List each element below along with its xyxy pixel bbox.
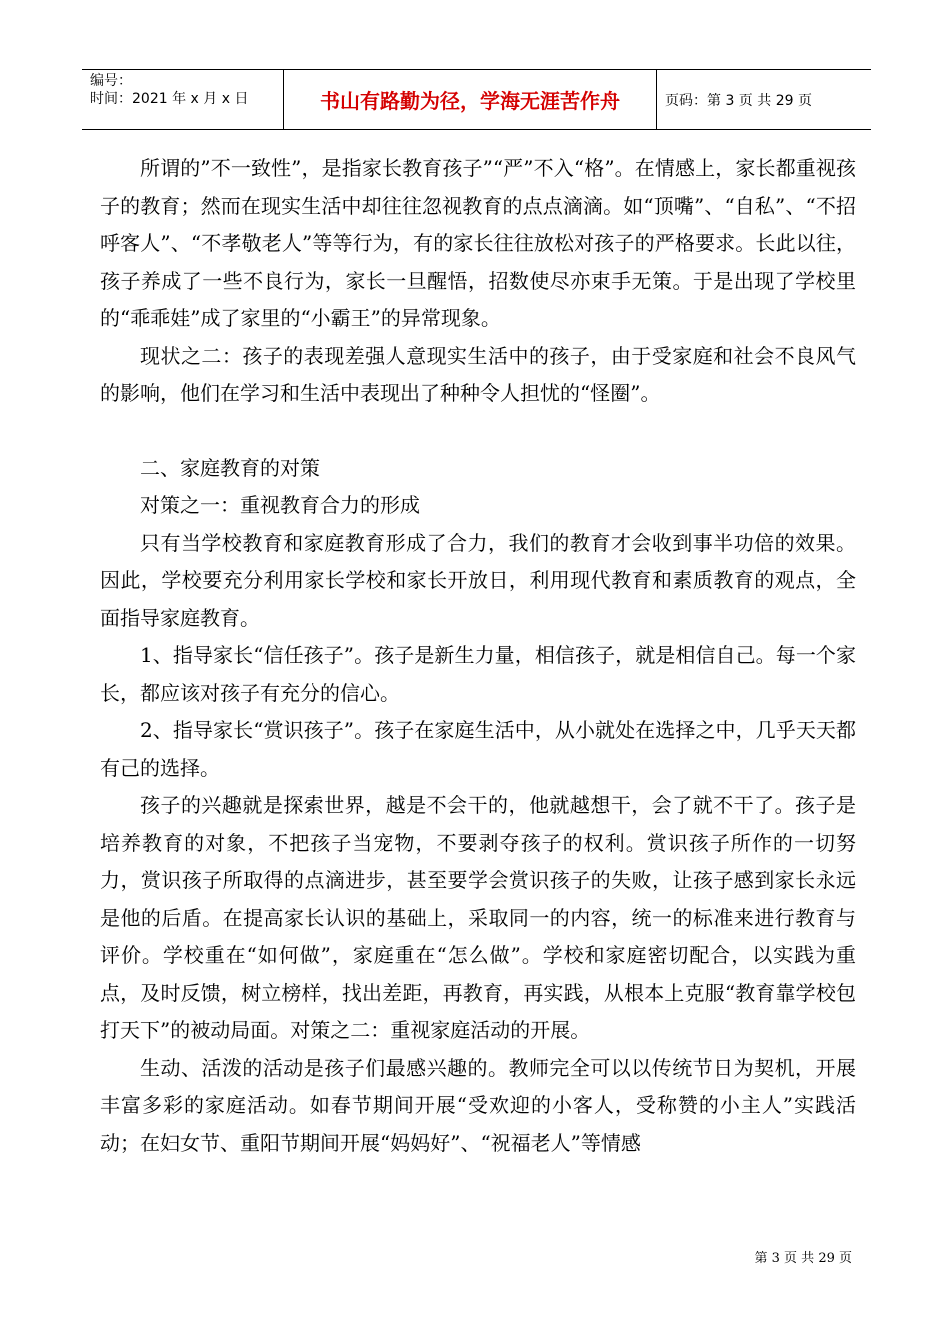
paragraph: 只有当学校教育和家庭教育形成了合力，我们的教育才会收到事半功倍的效果。因此，学校要充分利用家长学校和家长开放日，利用现代教育和素质教育的观点，全面指导家庭教育。 — [100, 530, 856, 630]
subsection-heading: 对策之一：重视教育合力的形成 — [140, 493, 420, 517]
paragraph: 2、指导家长“赏识孩子”。孩子在家庭生活中，从小就处在选择之中，几乎天天都有己的选择。 — [100, 718, 856, 780]
header-meta — [82, 70, 284, 129]
section-heading: 二、家庭教育的对策 — [140, 455, 320, 480]
document-body — [100, 150, 856, 1162]
header-page-number: 页码：第 3 页 共 29 页 — [665, 92, 812, 109]
paragraph: 所谓的”不一致性”，是指家长教育孩子”“严”不入“格”。在情感上，家长都重视孩子的教育；然而在现实生活中却往往忽视教育的点点滴滴。如“顶嘴”、“自私”、“不招呼客人”、“不孝敬老人”等等行为，有的家长往往放松对孩子的严格要求。长此以往，孩子养成了一些不良行为，家长一旦醒悟，招数使尽亦束手无策。于是出现了学校里的“乖乖娃”成了家里的“小霸王”的异常现象。 — [100, 156, 856, 330]
paragraph: 生动、活泼的活动是孩子们最感兴趣的。教师完全可以以传统节日为契机，开展丰富多彩的家庭活动。如春节期间开展“受欢迎的小客人，受称赞的小主人”实践活动；在妇女节、重阳节期间开展“妈妈好”、“祝福老人”等情感 — [100, 1055, 856, 1155]
date-label: 时间：2021 年 x 月 x 日 — [90, 91, 249, 107]
paragraph: 现状之二：孩子的表现差强人意现实生活中的孩子，由于受家庭和社会不良风气的影响，他们在学习和生活中表现出了种种令人担忧的“怪圈”。 — [100, 343, 856, 405]
header-motto: 书山有路勤为径，学海无涯苦作舟 — [284, 70, 657, 129]
page-header — [82, 69, 871, 130]
paragraph: 孩子的兴趣就是探索世界，越是不会干的，他就越想干，会了就不干了。孩子是培养教育的对象，不把孩子当宠物，不要剥夺孩子的权利。赏识孩子所作的一切努力，赏识孩子所取得的点滴进步，甚至要学会赏识孩子的失败，让孩子感到家长永远是他的后盾。在提高家长认识的基础上，采取同一的内容，统一的标准来进行教育与评价。学校重在“如何做”，家庭重在“怎么做”。学校和家庭密切配合，以实践为重点，及时反馈，树立榜样，找出差距，再教育，再实践，从根本上克服“教育靠学校包打天下”的被动局面。对策之二：重视家庭活动的开展。 — [100, 793, 856, 1042]
doc-number-label: 编号： — [90, 73, 132, 89]
paragraph: 1、指导家长“信任孩子”。孩子是新生力量，相信孩子，就是相信自己。每一个家长，都应该对孩子有充分的信心。 — [100, 643, 856, 705]
footer-page-number: 第 3 页 共 29 页 — [754, 1251, 852, 1266]
